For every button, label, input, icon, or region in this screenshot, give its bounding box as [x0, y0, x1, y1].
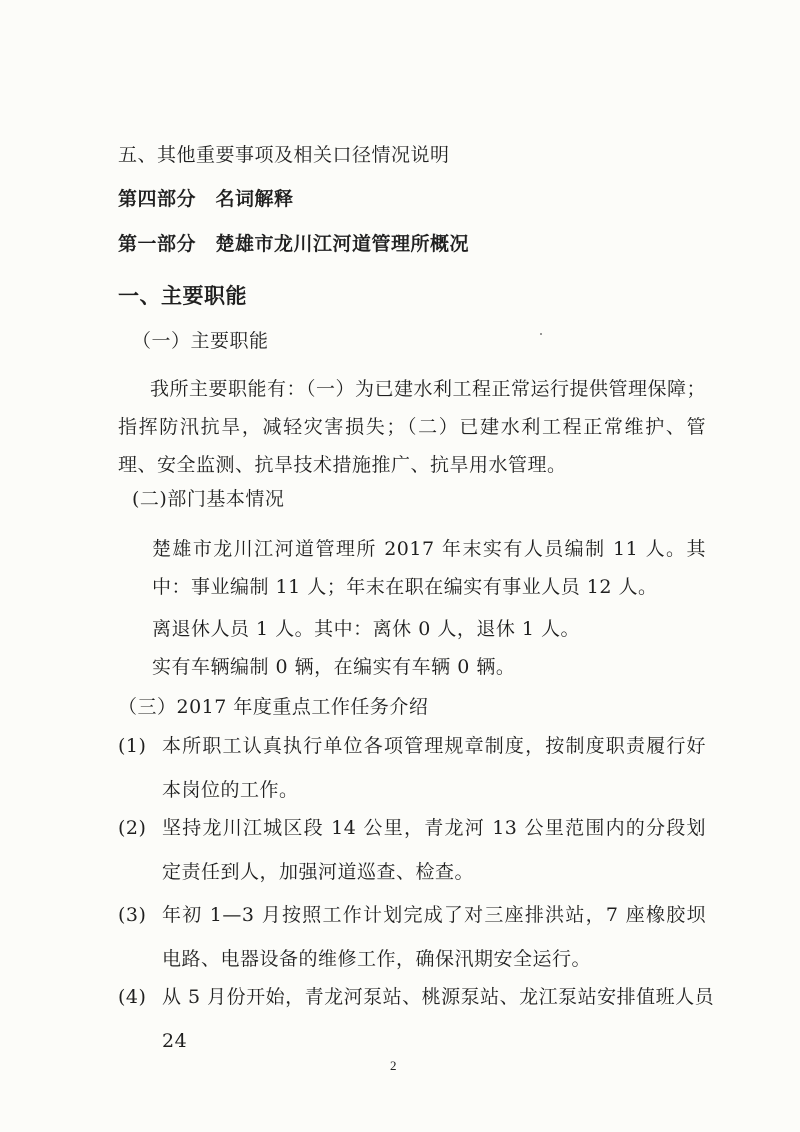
- subsection-1-title: （一）主要职能: [132, 330, 269, 352]
- subsection-2-title: (二)部门基本情况: [132, 488, 285, 510]
- toc-item-5: 五、其他重要事项及相关口径情况说明: [118, 144, 450, 166]
- task-item-number: (4): [118, 986, 147, 1008]
- staffing-paragraph: 楚雄市龙川江河道管理所 2017 年末实有人员编制 11 人。其中：事业编制 11 人；年末在职在编实有事业人员 12 人。: [152, 538, 706, 598]
- page-number: 2: [390, 1058, 397, 1073]
- task-item-text: 坚持龙川江城区段 14 公里，青龙河 13 公里范围内的分段划定责任到人，加强河道巡查、检查。: [162, 817, 706, 883]
- part-1-title: 第一部分 楚雄市龙川江河道管理所概况: [118, 233, 470, 255]
- task-item-2: [118, 806, 706, 894]
- task-item-number: (1): [118, 735, 147, 757]
- task-item-text: 本所职工认真执行单位各项管理规章制度，按制度职责履行好本岗位的工作。: [162, 735, 706, 801]
- section-1-title: 一、主要职能: [118, 284, 247, 308]
- task-item-1: [118, 724, 706, 812]
- duties-paragraph: 我所主要职能有：（一）为已建水利工程正常运行提供管理保障；指挥防汛抗旱，减轻灾害损失；（二）已建水利工程正常维护、管理、安全监测、抗旱技术措施推广、抗旱用水管理。: [118, 378, 707, 476]
- scan-speck: [540, 333, 542, 335]
- task-item-number: (3): [118, 904, 147, 926]
- task-item-text: 年初 1—3 月按照工作计划完成了对三座排洪站，7 座橡胶坝电路、电器设备的维修工作，确保汛期安全运行。: [162, 904, 706, 970]
- retired-staff-line: 离退休人员 1 人。其中：离休 0 人，退休 1 人。: [152, 618, 581, 640]
- task-item-3: [118, 893, 706, 981]
- subsection-3-title: （三）2017 年度重点工作任务介绍: [118, 696, 429, 718]
- task-item-4: [118, 975, 718, 1063]
- vehicles-line: 实有车辆编制 0 辆，在编实有车辆 0 辆。: [152, 656, 516, 678]
- task-item-number: (2): [118, 817, 147, 839]
- task-item-text: 从 5 月份开始，青龙河泵站、桃源泵站、龙江泵站安排值班人员 24: [162, 986, 715, 1052]
- toc-part-4: 第四部分 名词解释: [118, 188, 294, 210]
